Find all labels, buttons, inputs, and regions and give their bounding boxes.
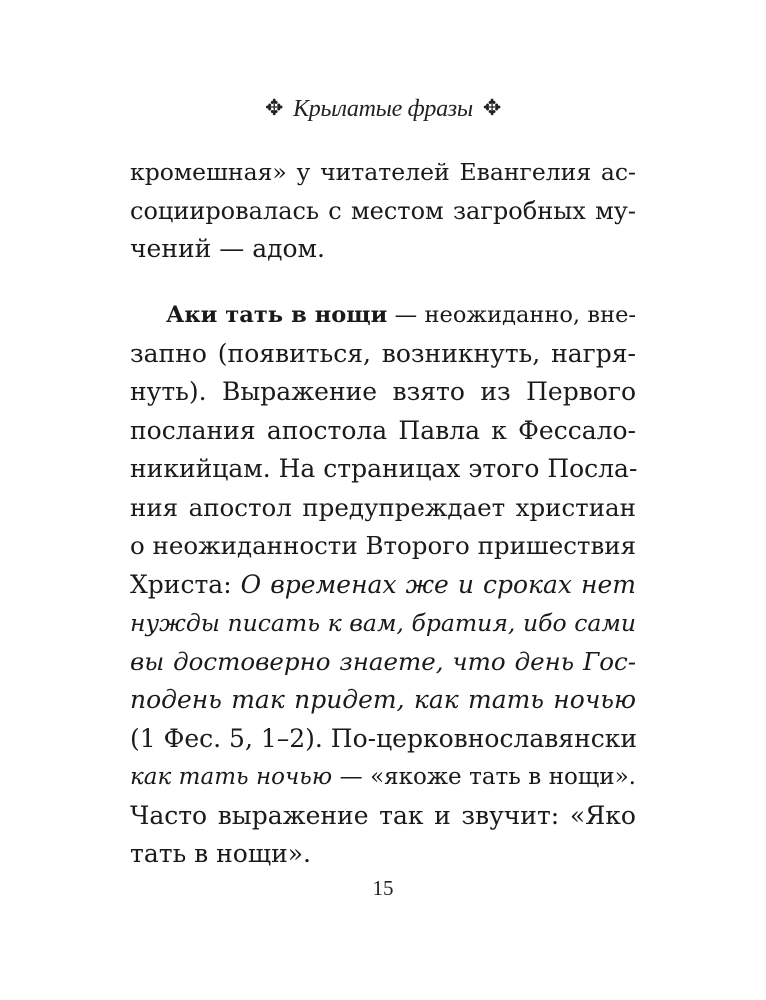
text-line: социировалась с местом загробных му-: [130, 196, 636, 225]
text-line: запно (появиться, возникнуть, нагря-: [130, 338, 636, 368]
text-line: чений — адом.: [130, 234, 325, 263]
quotation-line: подень так придет, как тать ночью: [130, 685, 636, 714]
text-line: послания апостола Павла к Фессало-: [130, 415, 636, 445]
quotation-italic: как тать ночью: [130, 764, 333, 790]
text-line: Часто выражение так и звучит: «Яко: [130, 800, 636, 830]
ornament-icon: ✥: [482, 95, 501, 121]
ornament-icon: ✥: [265, 95, 284, 121]
quotation-line: вы достоверно знаете, что день Гос-: [130, 646, 636, 676]
text-line: никийцам. На страницах этого Посла-: [130, 454, 638, 483]
text-line: [130, 566, 636, 605]
text-plain: — «якоже тать в нощи».: [332, 764, 636, 790]
text-line: ния апостол предупреждает христиан: [130, 492, 636, 522]
text-line: [130, 296, 636, 335]
entry-paragraph: [130, 296, 636, 874]
running-head: [0, 96, 766, 123]
text-line: тать в нощи».: [130, 839, 312, 868]
quotation-italic: О временах же и сроках нет: [240, 569, 636, 599]
quotation-line: нужды писать к вам, братия, ибо сами: [130, 609, 636, 637]
text-line: нуть). Выражение взято из Первого: [130, 377, 636, 406]
text-line: о неожиданности Второго пришествия: [130, 531, 637, 560]
text-line: кромешная» у читателей Евангелия ас-: [130, 158, 636, 186]
entry-term: Аки тать в нощи: [166, 302, 388, 328]
text-plain: Христа:: [130, 569, 241, 599]
paragraph-continuation: [130, 153, 636, 269]
running-head-title: Крылатые фразы: [293, 96, 473, 122]
page-number: 15: [372, 876, 394, 900]
citation-line: (1 Фес. 5, 1–2). По-церковнославянски: [130, 723, 638, 753]
text-line: [130, 758, 636, 797]
entry-definition: — неожиданно, вне-: [387, 302, 636, 328]
